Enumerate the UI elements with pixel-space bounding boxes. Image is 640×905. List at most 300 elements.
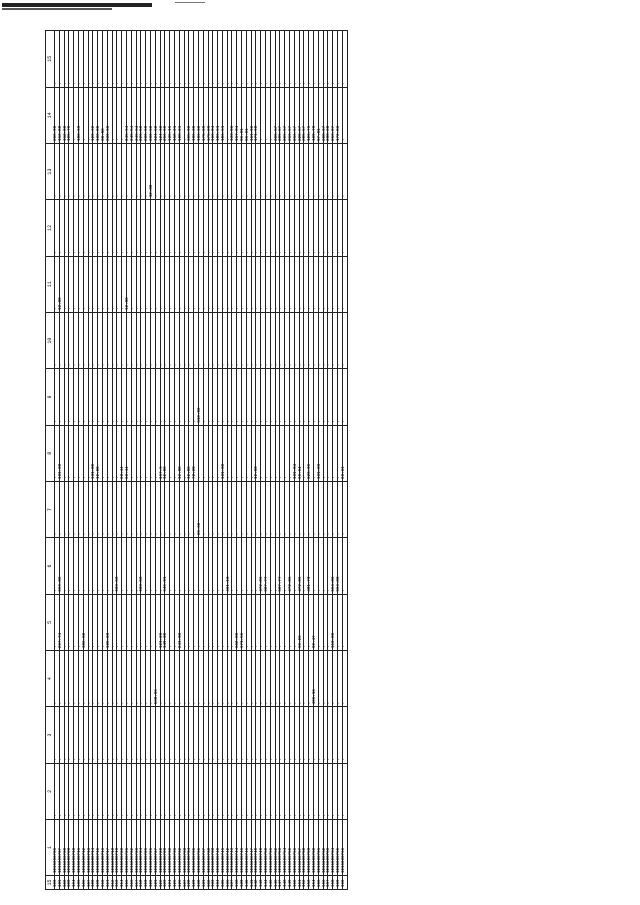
value-cell: . (194, 481, 199, 537)
value-cell: . (165, 650, 170, 706)
value-cell: . (98, 143, 103, 199)
value-cell: . (155, 481, 160, 537)
value-cell: . (333, 369, 338, 425)
value-cell: . (146, 425, 151, 481)
value-cell: . (290, 31, 295, 88)
value-cell: 508.96 (155, 650, 160, 706)
value-cell: . (338, 763, 343, 819)
value-cell: . (256, 31, 261, 88)
row-id-cell: 1E15000712 (83, 820, 88, 876)
row-id-cell: 1E15000747 (251, 820, 256, 876)
value-cell: . (342, 256, 347, 312)
row-id-cell: 1E15000708 (64, 820, 69, 876)
value-cell: . (275, 369, 280, 425)
value-cell: . (318, 594, 323, 650)
value-cell: . (275, 763, 280, 819)
value-cell: . (131, 594, 136, 650)
row-number-cell: 120 (150, 876, 155, 890)
value-cell: 633.58 (141, 538, 146, 594)
value-cell: . (251, 707, 256, 763)
row-id-cell: 1E15000746 (246, 820, 251, 876)
value-cell: . (304, 707, 309, 763)
value-cell: 245.54 (126, 87, 131, 143)
value-cell: . (74, 707, 79, 763)
value-cell: . (160, 707, 165, 763)
value-cell: . (141, 369, 146, 425)
value-cell: . (208, 650, 213, 706)
value-cell: . (218, 312, 223, 368)
value-cell: . (290, 650, 295, 706)
value-cell: . (194, 369, 199, 425)
value-cell: . (107, 538, 112, 594)
row-number-cell: 132 (208, 876, 213, 890)
value-cell: . (83, 481, 88, 537)
value-cell: . (309, 707, 314, 763)
value-cell: . (126, 763, 131, 819)
value-cell: . (122, 707, 127, 763)
row-id-cell: 1E15000717 (107, 820, 112, 876)
value-cell: . (112, 763, 117, 819)
value-cell: . (294, 650, 299, 706)
value-cell: . (251, 256, 256, 312)
value-cell: . (270, 538, 275, 594)
value-cell: . (251, 650, 256, 706)
value-cell: . (285, 481, 290, 537)
value-cell: . (112, 369, 117, 425)
value-cell: . (88, 200, 93, 256)
value-cell: . (88, 312, 93, 368)
value-cell: . (266, 369, 271, 425)
value-cell: . (294, 312, 299, 368)
value-cell: 63.44 (126, 425, 131, 481)
value-cell: . (266, 763, 271, 819)
value-cell: . (261, 87, 266, 143)
value-cell: . (285, 312, 290, 368)
value-cell: . (141, 31, 146, 88)
value-cell: 267.74 (59, 594, 64, 650)
value-cell: . (218, 31, 223, 88)
row-number-cell: 124 (170, 876, 175, 890)
row-id-cell: 1E15000766 (342, 820, 347, 876)
value-cell: . (333, 707, 338, 763)
value-cell: . (242, 369, 247, 425)
value-cell: . (136, 650, 141, 706)
value-cell: . (93, 538, 98, 594)
row-number-cell: 127 (184, 876, 189, 890)
value-cell: . (342, 594, 347, 650)
value-cell: . (170, 312, 175, 368)
value-cell: . (338, 425, 343, 481)
value-cell: . (155, 312, 160, 368)
value-cell: . (237, 143, 242, 199)
value-cell: . (78, 481, 83, 537)
value-cell: . (69, 763, 74, 819)
value-cell: . (251, 200, 256, 256)
row-number-cell: 109 (98, 876, 103, 890)
value-cell: . (242, 425, 247, 481)
value-cell: . (333, 650, 338, 706)
value-cell: . (270, 143, 275, 199)
row-id-cell: 1E15000738 (208, 820, 213, 876)
value-cell: . (275, 256, 280, 312)
value-cell: 96.01 (246, 87, 251, 143)
value-cell: . (64, 312, 69, 368)
row-id-cell: 1E15000719 (117, 820, 122, 876)
value-cell: 171.68 (256, 87, 261, 143)
value-cell: . (184, 763, 189, 819)
value-cell: . (98, 707, 103, 763)
value-cell: . (88, 87, 93, 143)
value-cell: . (304, 143, 309, 199)
value-cell: . (179, 707, 184, 763)
value-cell: . (170, 707, 175, 763)
value-cell: . (179, 369, 184, 425)
value-cell: . (102, 650, 107, 706)
value-cell: . (112, 256, 117, 312)
value-cell: . (318, 31, 323, 88)
value-cell: . (102, 256, 107, 312)
row-number-cell: 119 (146, 876, 151, 890)
row-number-cell: 143 (261, 876, 266, 890)
value-cell: . (246, 256, 251, 312)
value-cell: . (323, 31, 328, 88)
value-cell: . (285, 31, 290, 88)
value-cell: . (198, 200, 203, 256)
value-cell: 157.5 (160, 425, 165, 481)
value-cell: . (213, 538, 218, 594)
value-cell: . (261, 594, 266, 650)
value-cell: 65.60 (198, 481, 203, 537)
value-cell: . (203, 369, 208, 425)
value-cell: . (174, 312, 179, 368)
value-cell: . (98, 594, 103, 650)
row-id-cell: 1E15000750 (266, 820, 271, 876)
value-cell: . (126, 312, 131, 368)
value-cell: . (342, 312, 347, 368)
value-cell: . (146, 538, 151, 594)
value-cell: . (222, 31, 227, 88)
value-cell: 166.04 (213, 87, 218, 143)
value-cell: . (290, 143, 295, 199)
value-cell: . (227, 87, 232, 143)
value-cell: . (237, 481, 242, 537)
value-cell: . (155, 31, 160, 88)
value-cell: 323.90 (309, 425, 314, 481)
value-cell: . (290, 763, 295, 819)
value-cell: . (146, 200, 151, 256)
value-cell: . (309, 143, 314, 199)
value-cell: . (261, 763, 266, 819)
value-cell: . (304, 312, 309, 368)
value-cell: . (160, 143, 165, 199)
value-cell: . (69, 425, 74, 481)
value-cell: . (280, 425, 285, 481)
value-cell: . (285, 143, 290, 199)
value-cell: . (184, 594, 189, 650)
value-cell: . (338, 143, 343, 199)
value-cell: . (270, 425, 275, 481)
value-cell: 175.09 (203, 87, 208, 143)
value-cell: . (256, 143, 261, 199)
row-id-cell: 1E15000749 (261, 820, 266, 876)
value-cell: . (126, 650, 131, 706)
value-cell: . (69, 650, 74, 706)
value-cell: . (74, 481, 79, 537)
value-cell: . (251, 481, 256, 537)
value-cell: . (285, 594, 290, 650)
row-number-cell: 150 (294, 876, 299, 890)
value-cell: 172.83 (338, 87, 343, 143)
value-cell: . (246, 312, 251, 368)
value-cell: . (107, 707, 112, 763)
value-cell: . (246, 200, 251, 256)
row-number-cell: 106 (83, 876, 88, 890)
value-cell: . (155, 143, 160, 199)
row-id-cell: 1E15000751 (270, 820, 275, 876)
value-cell: . (304, 650, 309, 706)
value-cell: . (179, 31, 184, 88)
value-cell: 566.82 (59, 538, 64, 594)
value-cell: . (304, 538, 309, 594)
value-cell: . (112, 87, 117, 143)
value-cell: . (328, 200, 333, 256)
value-cell: . (280, 707, 285, 763)
value-cell: . (290, 481, 295, 537)
value-cell: . (218, 538, 223, 594)
value-cell: . (328, 538, 333, 594)
value-cell: . (290, 707, 295, 763)
value-cell: . (160, 312, 165, 368)
row-id-cell: 1E15000731 (174, 820, 179, 876)
value-cell: . (102, 707, 107, 763)
value-cell: 149.28 (165, 594, 170, 650)
value-cell: . (314, 200, 319, 256)
value-cell: 564.80 (333, 538, 338, 594)
value-cell: . (318, 650, 323, 706)
value-cell: . (222, 200, 227, 256)
value-cell: . (55, 31, 60, 88)
row-id-cell: 1E15000707 (59, 820, 64, 876)
column-header: 15 (46, 876, 55, 890)
value-cell: . (270, 256, 275, 312)
value-cell: . (136, 200, 141, 256)
value-cell: . (246, 143, 251, 199)
value-cell: . (275, 481, 280, 537)
value-cell: . (59, 312, 64, 368)
row-number-cell: 140 (246, 876, 251, 890)
value-cell: . (227, 707, 232, 763)
value-cell: . (59, 200, 64, 256)
value-cell: . (309, 763, 314, 819)
value-cell: 645.91 (165, 538, 170, 594)
value-cell: . (323, 538, 328, 594)
value-cell: . (150, 650, 155, 706)
value-cell: . (69, 707, 74, 763)
value-cell: . (126, 143, 131, 199)
row-id-cell: 1E15000737 (203, 820, 208, 876)
value-cell: 662.80 (237, 594, 242, 650)
value-cell: . (126, 594, 131, 650)
value-cell: . (227, 200, 232, 256)
value-cell: . (174, 425, 179, 481)
value-cell: . (189, 200, 194, 256)
value-cell: . (251, 312, 256, 368)
row-id-cell: 1E15000726 (150, 820, 155, 876)
row-number-cell: 160 (342, 876, 347, 890)
value-cell: . (170, 200, 175, 256)
value-cell: 12.88 (256, 425, 261, 481)
value-cell: . (83, 425, 88, 481)
value-cell: . (184, 256, 189, 312)
value-cell: . (131, 425, 136, 481)
value-cell: . (251, 763, 256, 819)
value-cell: . (323, 256, 328, 312)
value-cell: 65.64 (299, 425, 304, 481)
value-cell: . (222, 763, 227, 819)
value-cell: . (131, 369, 136, 425)
value-cell: . (136, 143, 141, 199)
value-cell: . (83, 200, 88, 256)
value-cell: . (232, 312, 237, 368)
value-cell: . (246, 650, 251, 706)
value-cell: . (232, 763, 237, 819)
row-id-cell: 1E15000721 (126, 820, 131, 876)
value-cell: . (141, 143, 146, 199)
value-cell: . (74, 538, 79, 594)
row-number-cell: 104 (74, 876, 79, 890)
value-cell: 216.27 (333, 87, 338, 143)
value-cell: . (251, 594, 256, 650)
row-id-cell: 1E15000759 (309, 820, 314, 876)
value-cell: . (213, 312, 218, 368)
value-cell: . (122, 87, 127, 143)
value-cell: . (155, 763, 160, 819)
value-cell: . (261, 312, 266, 368)
value-cell: . (126, 369, 131, 425)
value-cell: . (122, 481, 127, 537)
value-cell: . (280, 256, 285, 312)
value-cell: . (83, 87, 88, 143)
value-cell: . (342, 763, 347, 819)
value-cell: . (117, 312, 122, 368)
value-cell: . (213, 425, 218, 481)
value-cell: . (146, 481, 151, 537)
value-cell: . (117, 594, 122, 650)
value-cell: . (59, 369, 64, 425)
value-cell: . (146, 312, 151, 368)
value-cell: . (146, 31, 151, 88)
row-id-cell: 1E15000706 (55, 820, 60, 876)
value-cell: . (198, 425, 203, 481)
value-cell: . (160, 650, 165, 706)
value-cell: . (174, 481, 179, 537)
value-cell: . (266, 650, 271, 706)
value-cell: . (218, 594, 223, 650)
value-cell: . (98, 650, 103, 706)
column-header: 12 (46, 200, 55, 256)
value-cell: 208.37 (323, 87, 328, 143)
value-cell: . (242, 31, 247, 88)
value-cell: . (102, 538, 107, 594)
value-cell: . (290, 369, 295, 425)
value-cell: . (256, 369, 261, 425)
value-cell: . (304, 369, 309, 425)
value-cell: . (251, 538, 256, 594)
value-cell: . (112, 538, 117, 594)
value-cell: 112.88 (59, 87, 64, 143)
value-cell: . (189, 594, 194, 650)
value-cell: . (261, 256, 266, 312)
value-cell: . (246, 369, 251, 425)
value-cell: 109.79 (314, 87, 319, 143)
value-cell: . (150, 594, 155, 650)
value-cell: . (328, 707, 333, 763)
value-cell: . (328, 312, 333, 368)
value-cell: . (189, 312, 194, 368)
value-cell: . (237, 650, 242, 706)
value-cell: . (83, 369, 88, 425)
value-cell: . (198, 594, 203, 650)
value-cell: . (165, 256, 170, 312)
value-cell: . (102, 143, 107, 199)
row-number-cell: 149 (290, 876, 295, 890)
value-cell: . (270, 369, 275, 425)
value-cell: . (194, 200, 199, 256)
row-id-cell: 1E15000752 (275, 820, 280, 876)
value-cell: . (174, 200, 179, 256)
value-cell: 186.80 (83, 594, 88, 650)
value-cell: . (285, 425, 290, 481)
row-number-cell: 141 (251, 876, 256, 890)
value-cell: . (131, 312, 136, 368)
value-cell: . (55, 256, 60, 312)
value-cell: . (227, 143, 232, 199)
value-cell: . (150, 369, 155, 425)
value-cell: . (107, 200, 112, 256)
value-cell: 205.57 (280, 87, 285, 143)
value-cell: 216.57 (294, 87, 299, 143)
value-cell: . (261, 707, 266, 763)
value-cell: . (122, 143, 127, 199)
value-cell: . (299, 256, 304, 312)
value-cell: . (304, 200, 309, 256)
value-cell: . (299, 200, 304, 256)
row-number-cell: 151 (299, 876, 304, 890)
value-cell: . (280, 594, 285, 650)
value-cell: . (102, 481, 107, 537)
column-header: 3 (46, 707, 55, 763)
value-cell: 131.88 (59, 425, 64, 481)
value-cell: . (189, 31, 194, 88)
row-number-cell: 126 (179, 876, 184, 890)
value-cell: . (88, 538, 93, 594)
row-number-cell: 135 (222, 876, 227, 890)
value-cell: 112.88 (64, 87, 69, 143)
value-cell: . (280, 650, 285, 706)
row-id-cell: 1E15000732 (179, 820, 184, 876)
row-number-cell: 123 (165, 876, 170, 890)
value-cell: . (203, 31, 208, 88)
value-cell: . (98, 538, 103, 594)
value-cell: . (93, 256, 98, 312)
value-cell: . (227, 31, 232, 88)
value-cell: . (266, 256, 271, 312)
value-cell: . (55, 481, 60, 537)
row-number-cell: 117 (136, 876, 141, 890)
column-header: 13 (46, 143, 55, 199)
value-cell: . (179, 481, 184, 537)
value-cell: . (146, 650, 151, 706)
